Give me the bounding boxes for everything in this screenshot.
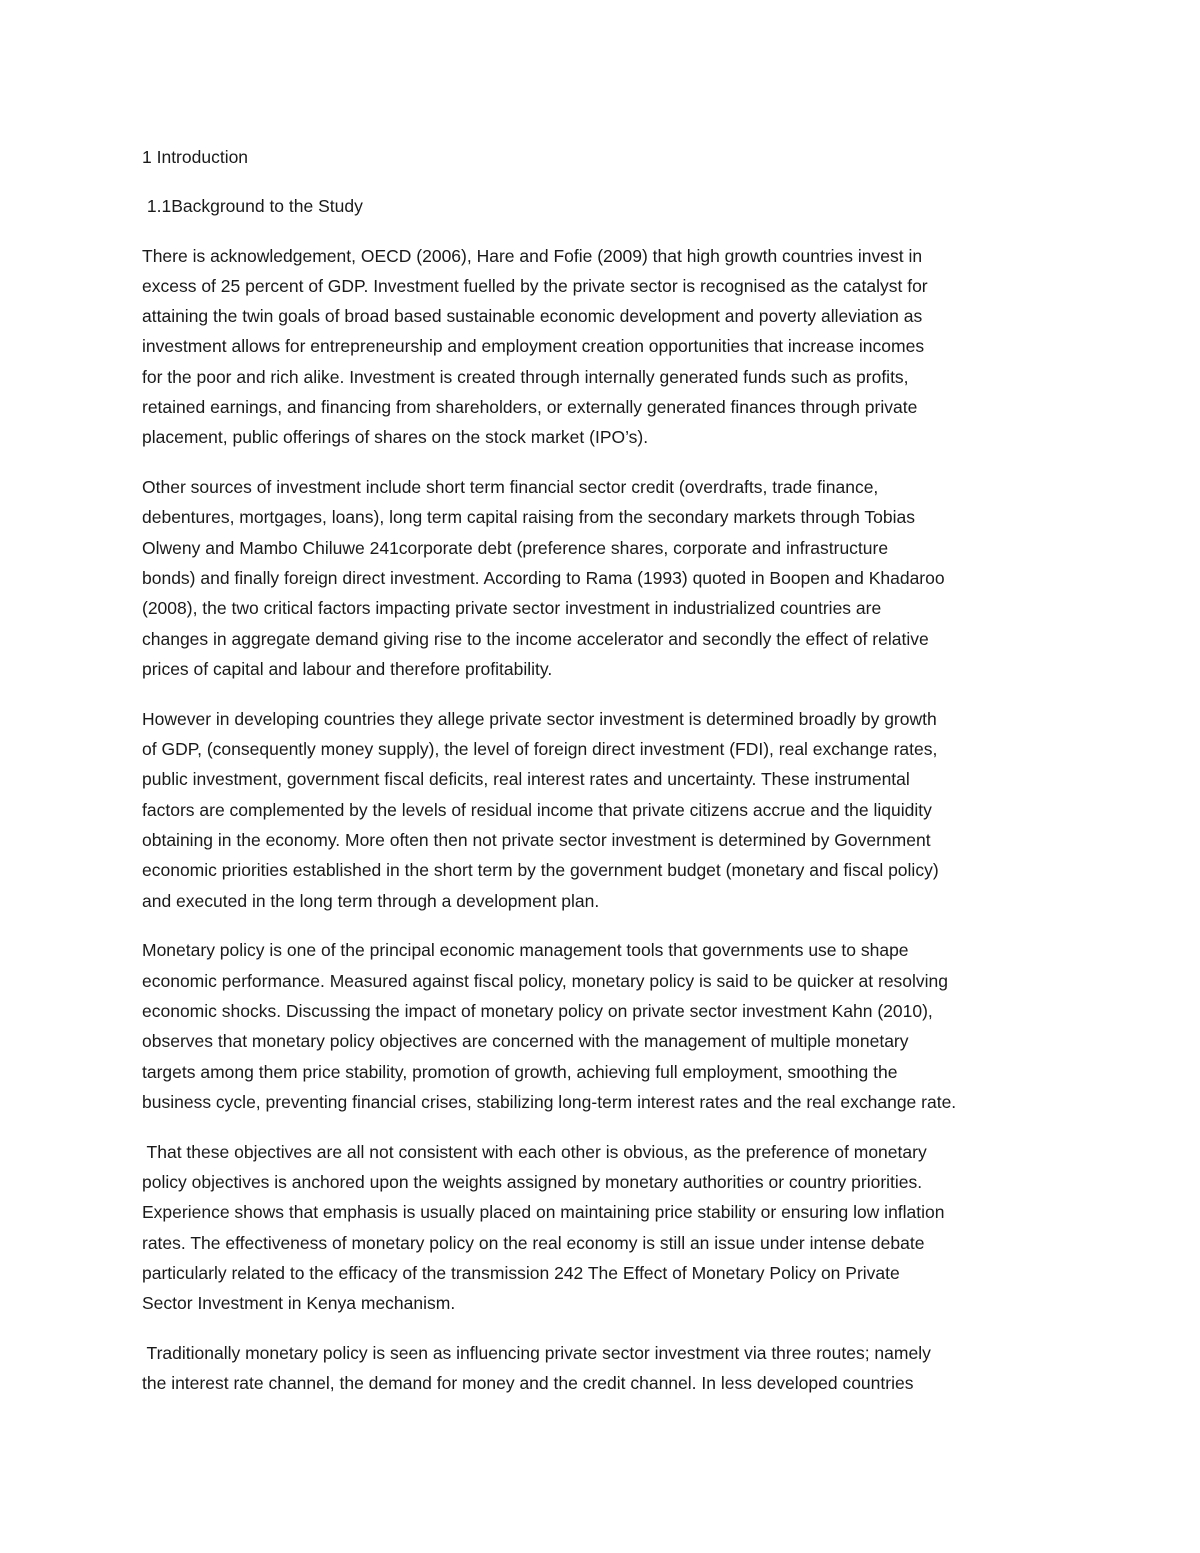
paragraph-line: economic performance. Measured against fiscal policy, monetary policy is said to be quicker at resolving	[142, 970, 949, 991]
subsection-heading: 1.1Background to the Study	[142, 196, 363, 217]
paragraph-line: targets among them price stability, promotion of growth, achieving full employment, smoothing the	[142, 1061, 898, 1082]
document-body	[142, 142, 1060, 1418]
paragraph-line: Other sources of investment include short term financial sector credit (overdrafts, trade finance,	[142, 477, 879, 498]
paragraph-line: debentures, mortgages, loans), long term capital raising from the secondary markets through Tobias	[142, 507, 915, 528]
paragraph	[142, 935, 1060, 1117]
paragraph-line: rates. The effectiveness of monetary policy on the real economy is still an issue under intense debate	[142, 1232, 925, 1253]
section-heading: 1 Introduction	[142, 147, 249, 167]
paragraph	[142, 241, 1060, 453]
paragraph-line: prices of capital and labour and therefore profitability.	[142, 658, 553, 679]
paragraph-line: obtaining in the economy. More often then not private sector investment is determined by Government	[142, 829, 931, 850]
paragraph-line: of GDP, (consequently money supply), the level of foreign direct investment (FDI), real exchange rates,	[142, 739, 938, 760]
paragraph-line: That these objectives are all not consistent with each other is obvious, as the preference of monetary	[142, 1141, 927, 1162]
paragraph-line: public investment, government fiscal deficits, real interest rates and uncertainty. These instrumental	[142, 769, 910, 790]
paragraph-line: factors are complemented by the levels of residual income that private citizens accrue and the liquidity	[142, 799, 932, 820]
paragraph-line: Traditionally monetary policy is seen as influencing private sector investment via three routes; namely	[142, 1342, 931, 1363]
paragraph-line: placement, public offerings of shares on the stock market (IPO’s).	[142, 427, 649, 448]
paragraph-line: business cycle, preventing financial crises, stabilizing long-term interest rates and the real exchange rate.	[142, 1091, 957, 1112]
paragraph-line: However in developing countries they allege private sector investment is determined broadly by growth	[142, 708, 937, 729]
paragraph-line: investment allows for entrepreneurship and employment creation opportunities that increase incomes	[142, 336, 925, 357]
paragraph-container	[142, 241, 1060, 1399]
paragraph	[142, 1338, 1060, 1399]
paragraph-line: Sector Investment in Kenya mechanism.	[142, 1293, 456, 1314]
paragraph-line: economic priorities established in the short term by the government budget (monetary and fiscal policy)	[142, 860, 939, 881]
paragraph-line: observes that monetary policy objectives are concerned with the management of multiple monetary	[142, 1031, 909, 1052]
paragraph	[142, 704, 1060, 916]
paragraph-line: excess of 25 percent of GDP. Investment fuelled by the private sector is recognised as the catalyst for	[142, 275, 928, 296]
paragraph-line: policy objectives is anchored upon the weights assigned by monetary authorities or country priorities.	[142, 1171, 923, 1192]
paragraph-line: (2008), the two critical factors impacting private sector investment in industrialized countries are	[142, 598, 882, 619]
paragraph-line: for the poor and rich alike. Investment is created through internally generated funds such as profits,	[142, 366, 909, 387]
paragraph	[142, 1137, 1060, 1319]
paragraph-line: particularly related to the efficacy of the transmission 242 The Effect of Monetary Policy on Private	[142, 1262, 900, 1283]
paragraph-line: Monetary policy is one of the principal economic management tools that governments use to shape	[142, 940, 909, 961]
paragraph-line: and executed in the long term through a development plan.	[142, 890, 600, 911]
paragraph-line: attaining the twin goals of broad based sustainable economic development and poverty alleviation as	[142, 306, 923, 327]
paragraph-line: bonds) and finally foreign direct investment. According to Rama (1993) quoted in Boopen and Khadaroo	[142, 568, 945, 589]
paragraph-line: changes in aggregate demand giving rise to the income accelerator and secondly the effect of relative	[142, 628, 929, 649]
paragraph-line: Olweny and Mambo Chiluwe 241corporate debt (preference shares, corporate and infrastructure	[142, 537, 889, 558]
paragraph-line: There is acknowledgement, OECD (2006), Hare and Fofie (2009) that high growth countries invest in	[142, 245, 923, 266]
paragraph-line: retained earnings, and financing from shareholders, or externally generated finances through private	[142, 397, 918, 418]
paragraph-line: the interest rate channel, the demand for money and the credit channel. In less developed countries	[142, 1373, 914, 1394]
paragraph-line: Experience shows that emphasis is usually placed on maintaining price stability or ensuring low inflation	[142, 1202, 945, 1223]
paragraph	[142, 472, 1060, 684]
paragraph-line: economic shocks. Discussing the impact of monetary policy on private sector investment Kahn (2010),	[142, 1000, 933, 1021]
